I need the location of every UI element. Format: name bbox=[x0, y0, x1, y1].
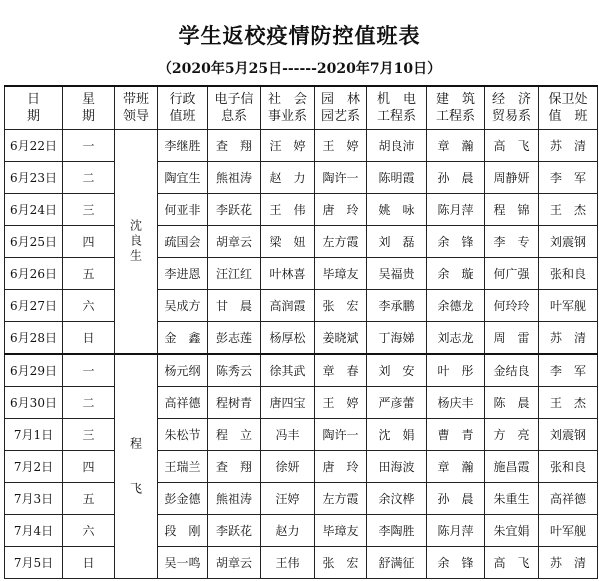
mech-cell: 丁海娣 bbox=[367, 322, 427, 355]
column-header bbox=[427, 86, 485, 130]
econ-cell: 高 飞 bbox=[485, 547, 539, 579]
security-cell: 李 军 bbox=[539, 162, 598, 194]
social-cell: 赵力 bbox=[261, 515, 315, 547]
security-cell: 王 杰 bbox=[539, 387, 598, 419]
table-row bbox=[5, 290, 598, 322]
mech-cell: 吴福贵 bbox=[367, 258, 427, 290]
weekday-cell: 二 bbox=[63, 162, 115, 194]
security-cell: 苏 清 bbox=[539, 322, 598, 355]
arch-cell: 孙 晨 bbox=[427, 483, 485, 515]
column-header-line: 行政 bbox=[169, 92, 196, 107]
econ-cell: 朱宜娟 bbox=[485, 515, 539, 547]
table-header bbox=[5, 86, 598, 130]
weekday-cell: 三 bbox=[63, 194, 115, 226]
arch-cell: 叶 彤 bbox=[427, 354, 485, 387]
elec-cell: 彭志莲 bbox=[208, 322, 261, 355]
admin-cell: 彭金德 bbox=[158, 483, 208, 515]
elec-cell: 程 立 bbox=[208, 419, 261, 451]
security-cell: 刘震钢 bbox=[539, 419, 598, 451]
econ-cell: 李 专 bbox=[485, 226, 539, 258]
mech-cell: 沈 娟 bbox=[367, 419, 427, 451]
date-cell: 6月27日 bbox=[5, 290, 63, 322]
page-title: 学生返校疫情防控值班表 bbox=[178, 24, 421, 48]
social-cell: 冯丰 bbox=[261, 419, 315, 451]
elec-cell: 李跃花 bbox=[208, 194, 261, 226]
date-range-subtitle: （2020年5月25日------2020年7月10日） bbox=[157, 61, 442, 77]
date-cell: 6月22日 bbox=[5, 130, 63, 162]
table-row bbox=[5, 354, 598, 387]
column-header-line: 园艺系 bbox=[320, 109, 360, 124]
column-header-line: 日 bbox=[26, 92, 40, 107]
elec-cell: 胡章云 bbox=[208, 547, 261, 579]
column-header-line: 期 bbox=[81, 109, 95, 124]
econ-cell: 程 锦 bbox=[485, 194, 539, 226]
arch-cell: 章 瀚 bbox=[427, 451, 485, 483]
security-cell: 苏 清 bbox=[539, 130, 598, 162]
elec-cell: 胡章云 bbox=[208, 226, 261, 258]
table-row bbox=[5, 483, 598, 515]
garden-cell: 张 宏 bbox=[315, 290, 367, 322]
admin-cell: 何亚非 bbox=[158, 194, 208, 226]
date-cell: 7月2日 bbox=[5, 451, 63, 483]
elec-cell: 查 翔 bbox=[208, 451, 261, 483]
weekday-cell: 日 bbox=[63, 322, 115, 355]
garden-cell: 张 宏 bbox=[315, 547, 367, 579]
date-cell: 7月5日 bbox=[5, 547, 63, 579]
table-row bbox=[5, 162, 598, 194]
econ-cell: 何广强 bbox=[485, 258, 539, 290]
mech-cell: 舒满征 bbox=[367, 547, 427, 579]
table-row bbox=[5, 194, 598, 226]
table-row bbox=[5, 130, 598, 162]
social-cell: 汪婷 bbox=[261, 483, 315, 515]
admin-cell: 疏国会 bbox=[158, 226, 208, 258]
social-cell: 王伟 bbox=[261, 547, 315, 579]
column-header bbox=[63, 86, 115, 130]
column-header-line: 电子信 bbox=[214, 92, 254, 107]
security-cell: 王 杰 bbox=[539, 194, 598, 226]
column-header-line: 值 班 bbox=[548, 109, 588, 124]
date-cell: 6月24日 bbox=[5, 194, 63, 226]
column-header bbox=[5, 86, 63, 130]
date-cell: 7月4日 bbox=[5, 515, 63, 547]
admin-cell: 金 鑫 bbox=[158, 322, 208, 355]
weekday-cell: 一 bbox=[63, 130, 115, 162]
social-cell: 赵 力 bbox=[261, 162, 315, 194]
social-cell: 汪 婷 bbox=[261, 130, 315, 162]
admin-cell: 李进恩 bbox=[158, 258, 208, 290]
econ-cell: 金结良 bbox=[485, 354, 539, 387]
weekday-cell: 六 bbox=[63, 290, 115, 322]
date-cell: 7月3日 bbox=[5, 483, 63, 515]
column-header bbox=[315, 86, 367, 130]
column-header-line: 保卫处 bbox=[548, 92, 588, 107]
arch-cell: 陈月萍 bbox=[427, 194, 485, 226]
garden-cell: 陶许一 bbox=[315, 162, 367, 194]
social-cell: 唐四宝 bbox=[261, 387, 315, 419]
mech-cell: 李陶胜 bbox=[367, 515, 427, 547]
garden-cell: 王 婷 bbox=[315, 387, 367, 419]
column-header-line: 期 bbox=[26, 109, 40, 124]
social-cell: 叶林喜 bbox=[261, 258, 315, 290]
column-header-line: 带班 bbox=[122, 92, 149, 107]
econ-cell: 周 雷 bbox=[485, 322, 539, 355]
mech-cell: 刘 安 bbox=[367, 354, 427, 387]
mech-cell: 陈明霞 bbox=[367, 162, 427, 194]
garden-cell: 王 婷 bbox=[315, 130, 367, 162]
elec-cell: 汪江红 bbox=[208, 258, 261, 290]
weekday-cell: 二 bbox=[63, 387, 115, 419]
table-row bbox=[5, 258, 598, 290]
weekday-cell: 四 bbox=[63, 226, 115, 258]
weekday-cell: 四 bbox=[63, 451, 115, 483]
arch-cell: 孙 晨 bbox=[427, 162, 485, 194]
mech-cell: 刘 磊 bbox=[367, 226, 427, 258]
mech-cell: 余汶桦 bbox=[367, 483, 427, 515]
admin-cell: 杨元纲 bbox=[158, 354, 208, 387]
garden-cell: 章 春 bbox=[315, 354, 367, 387]
social-cell: 徐其武 bbox=[261, 354, 315, 387]
security-cell: 李 军 bbox=[539, 354, 598, 387]
date-cell: 6月30日 bbox=[5, 387, 63, 419]
table-row bbox=[5, 515, 598, 547]
econ-cell: 周静妍 bbox=[485, 162, 539, 194]
table-row bbox=[5, 387, 598, 419]
date-cell: 6月25日 bbox=[5, 226, 63, 258]
column-header bbox=[539, 86, 598, 130]
admin-cell: 吴一鸣 bbox=[158, 547, 208, 579]
admin-cell: 王瑞兰 bbox=[158, 451, 208, 483]
date-cell: 6月26日 bbox=[5, 258, 63, 290]
elec-cell: 甘 晨 bbox=[208, 290, 261, 322]
social-cell: 王 伟 bbox=[261, 194, 315, 226]
column-header-line: 星 bbox=[81, 92, 95, 107]
column-header-line: 工程系 bbox=[435, 109, 475, 124]
elec-cell: 熊祖涛 bbox=[208, 483, 261, 515]
column-header bbox=[367, 86, 427, 130]
econ-cell: 方 亮 bbox=[485, 419, 539, 451]
elec-cell: 李跃花 bbox=[208, 515, 261, 547]
elec-cell: 熊祖涛 bbox=[208, 162, 261, 194]
security-cell: 刘震钢 bbox=[539, 226, 598, 258]
admin-cell: 李继胜 bbox=[158, 130, 208, 162]
security-cell: 高祥德 bbox=[539, 483, 598, 515]
column-header bbox=[485, 86, 539, 130]
econ-cell: 朱重生 bbox=[485, 483, 539, 515]
admin-cell: 陶宜生 bbox=[158, 162, 208, 194]
table-body bbox=[5, 130, 598, 579]
weekday-cell: 一 bbox=[63, 354, 115, 387]
arch-cell: 余 璇 bbox=[427, 258, 485, 290]
mech-cell: 严彦蕾 bbox=[367, 387, 427, 419]
column-header bbox=[115, 86, 158, 130]
leader-cell: 程 飞 bbox=[115, 354, 158, 579]
garden-cell: 毕璋友 bbox=[315, 515, 367, 547]
mech-cell: 姚 咏 bbox=[367, 194, 427, 226]
date-cell: 6月29日 bbox=[5, 354, 63, 387]
date-cell: 6月28日 bbox=[5, 322, 63, 355]
mech-cell: 田海波 bbox=[367, 451, 427, 483]
column-header-line: 经 济 bbox=[491, 92, 531, 107]
mech-cell: 李承鹏 bbox=[367, 290, 427, 322]
arch-cell: 杨庆丰 bbox=[427, 387, 485, 419]
weekday-cell: 五 bbox=[63, 483, 115, 515]
table-row bbox=[5, 419, 598, 451]
security-cell: 叶军舰 bbox=[539, 515, 598, 547]
table-row bbox=[5, 451, 598, 483]
social-cell: 杨厚松 bbox=[261, 322, 315, 355]
weekday-cell: 日 bbox=[63, 547, 115, 579]
admin-cell: 高祥德 bbox=[158, 387, 208, 419]
admin-cell: 吴成方 bbox=[158, 290, 208, 322]
elec-cell: 程树青 bbox=[208, 387, 261, 419]
column-header-line: 建 筑 bbox=[435, 92, 475, 107]
security-cell: 张和良 bbox=[539, 258, 598, 290]
econ-cell: 陈 晨 bbox=[485, 387, 539, 419]
column-header bbox=[208, 86, 261, 130]
garden-cell: 左方霞 bbox=[315, 483, 367, 515]
elec-cell: 查 翔 bbox=[208, 130, 261, 162]
arch-cell: 余德龙 bbox=[427, 290, 485, 322]
admin-cell: 段 刚 bbox=[158, 515, 208, 547]
column-header-line: 机 电 bbox=[376, 92, 416, 107]
table-row bbox=[5, 322, 598, 355]
column-header-line: 社 会 bbox=[267, 92, 307, 107]
column-header-line: 园 林 bbox=[320, 92, 360, 107]
social-cell: 高润霞 bbox=[261, 290, 315, 322]
column-header-line: 领导 bbox=[122, 109, 149, 124]
column-header bbox=[158, 86, 208, 130]
arch-cell: 余 锋 bbox=[427, 226, 485, 258]
leader-cell: 沈良生 bbox=[115, 130, 158, 355]
column-header-line: 值班 bbox=[169, 109, 196, 124]
arch-cell: 章 瀚 bbox=[427, 130, 485, 162]
arch-cell: 刘志龙 bbox=[427, 322, 485, 355]
mech-cell: 胡良沛 bbox=[367, 130, 427, 162]
weekday-cell: 六 bbox=[63, 515, 115, 547]
header-row bbox=[5, 86, 598, 130]
econ-cell: 何玲玲 bbox=[485, 290, 539, 322]
duty-schedule-table bbox=[4, 85, 598, 579]
arch-cell: 余 锋 bbox=[427, 547, 485, 579]
garden-cell: 唐 玲 bbox=[315, 194, 367, 226]
security-cell: 苏 清 bbox=[539, 547, 598, 579]
column-header-line: 息系 bbox=[220, 109, 247, 124]
column-header-line: 事业系 bbox=[267, 109, 307, 124]
column-header-line: 工程系 bbox=[376, 109, 416, 124]
table-row bbox=[5, 547, 598, 579]
weekday-cell: 三 bbox=[63, 419, 115, 451]
arch-cell: 曹 青 bbox=[427, 419, 485, 451]
garden-cell: 毕璋友 bbox=[315, 258, 367, 290]
garden-cell: 左方霞 bbox=[315, 226, 367, 258]
social-cell: 梁 妞 bbox=[261, 226, 315, 258]
admin-cell: 朱松节 bbox=[158, 419, 208, 451]
date-cell: 7月1日 bbox=[5, 419, 63, 451]
table-row bbox=[5, 226, 598, 258]
econ-cell: 高 飞 bbox=[485, 130, 539, 162]
elec-cell: 陈秀云 bbox=[208, 354, 261, 387]
garden-cell: 姜晓斌 bbox=[315, 322, 367, 355]
security-cell: 叶军舰 bbox=[539, 290, 598, 322]
econ-cell: 施昌霞 bbox=[485, 451, 539, 483]
column-header-line: 贸易系 bbox=[491, 109, 531, 124]
date-cell: 6月23日 bbox=[5, 162, 63, 194]
garden-cell: 唐 玲 bbox=[315, 451, 367, 483]
weekday-cell: 五 bbox=[63, 258, 115, 290]
social-cell: 徐妍 bbox=[261, 451, 315, 483]
garden-cell: 陶许一 bbox=[315, 419, 367, 451]
security-cell: 张和良 bbox=[539, 451, 598, 483]
arch-cell: 陈月萍 bbox=[427, 515, 485, 547]
column-header bbox=[261, 86, 315, 130]
